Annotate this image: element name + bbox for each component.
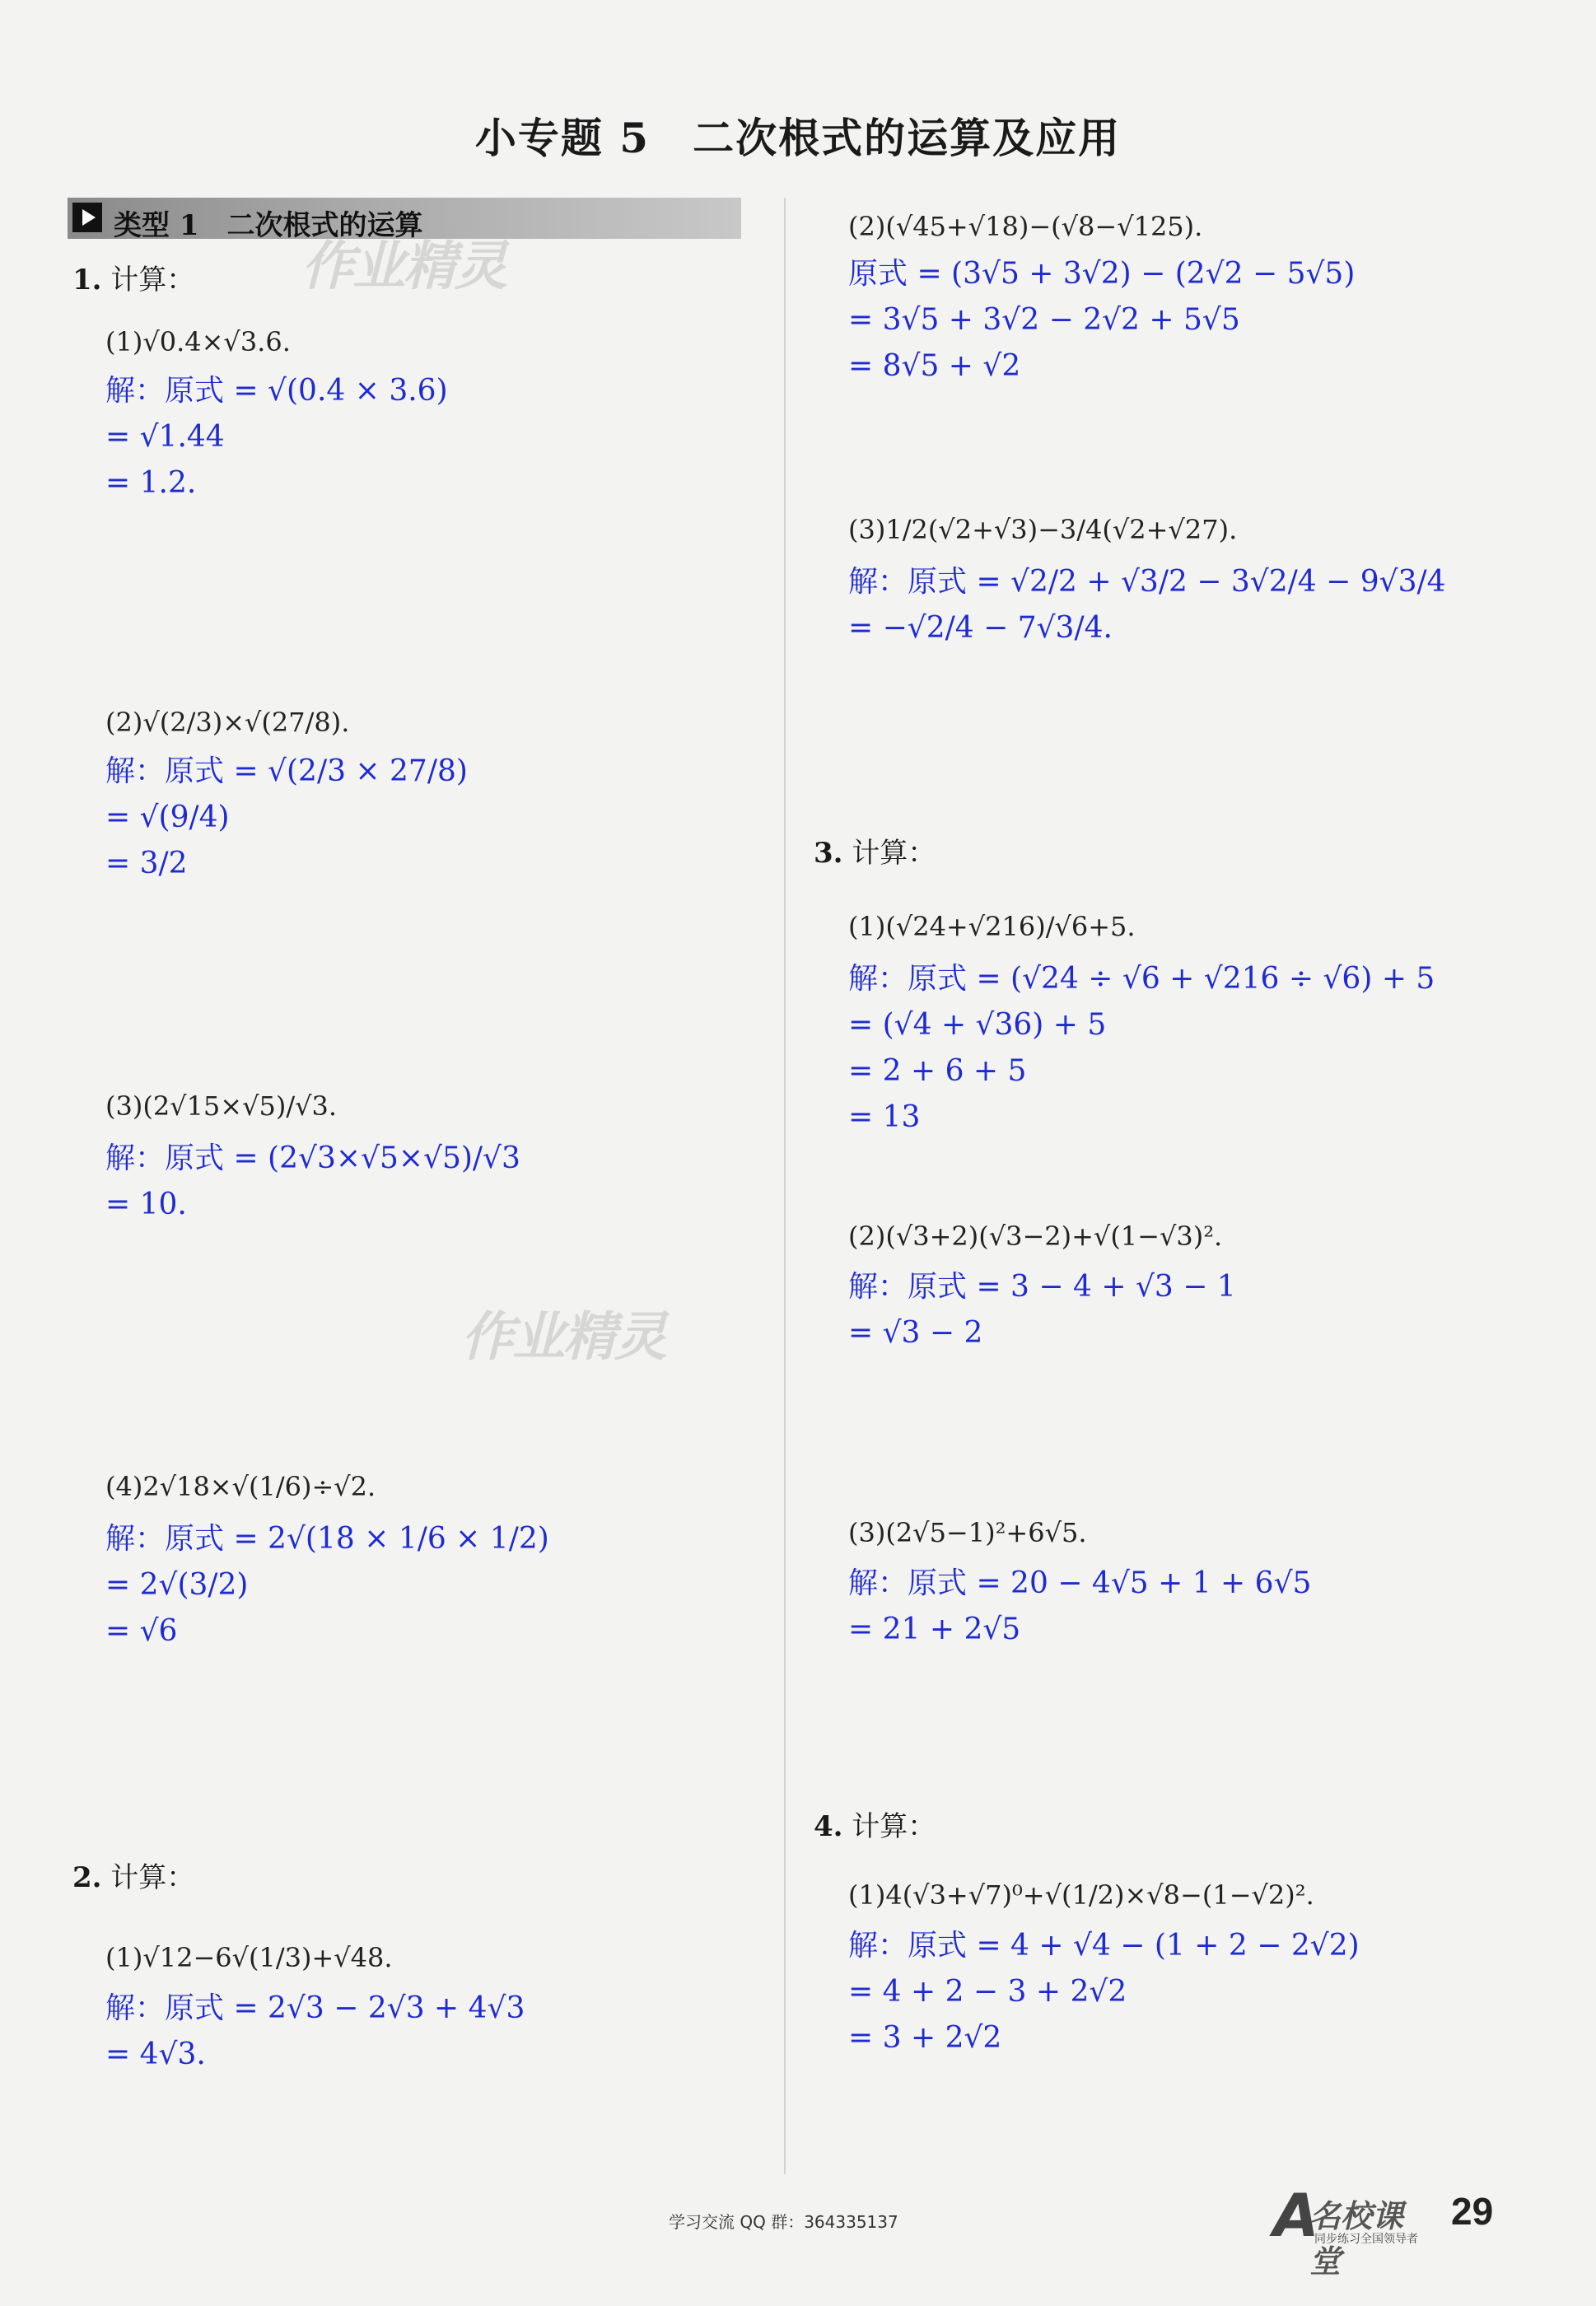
play-arrow-icon [72,203,102,232]
logo-subtitle: 同步练习全国领导者 [1314,2233,1418,2246]
logo-name: 名校课堂 [1309,2198,1404,2280]
solution: 解：原式 = √(2/3 × 27/8) = √(9/4) = 3/2 [105,754,468,880]
footer-qq-text: 学习交流 QQ 群：364335137 [669,2212,898,2232]
solution: 解：原式 = √(0.4 × 3.6) = √1.44 = 1.2. [105,374,448,500]
publisher-logo [1273,2181,1421,2280]
column-divider [784,198,786,2174]
q3-part3 [848,1512,1311,1653]
q1-part4 [105,1466,549,1655]
watermark: 作业精灵 [461,1306,665,1368]
solution: 解：原式 = (2√3×√5×√5)/√3 = 10. [105,1141,520,1221]
problem-text: (1)√12−6√(1/3)+√48. [105,1942,393,1973]
watermark: 作业精灵 [301,236,506,297]
q1-part3 [105,1085,520,1228]
q2-part3 [848,509,1446,651]
problem-text: (3)(2√15×√5)/√3. [105,1090,338,1122]
problem-text: (1)(√24+√216)/√6+5. [848,911,1136,942]
question-4-head: 4. 计算： [814,1810,936,1843]
problem-text: (3)(2√5−1)²+6√5. [848,1517,1087,1548]
problem-text: (4)2√18×√(1/6)÷√2. [105,1471,376,1502]
page-title: 小专题 5 二次根式的运算及应用 [474,114,1122,162]
problem-text: (1)4(√3+√7)⁰+√(1/2)×√8−(1−√2)². [848,1879,1314,1911]
solution: 解：原式 = 3 − 4 + √3 − 1 = √3 − 2 [848,1270,1236,1350]
solution: 解：原式 = 20 − 4√5 + 1 + 6√5 = 21 + 2√5 [848,1566,1312,1646]
solution: 解：原式 = 2√3 − 2√3 + 4√3 = 4√3. [105,1991,525,2071]
solution: 解：原式 = 2√(18 × 1/6 × 1/2) = 2√(3/2) = √6 [105,1522,549,1648]
question-3-head: 3. 计算： [814,837,936,870]
problem-text: (2)(√3+2)(√3−2)+√(1−√3)². [848,1221,1223,1252]
solution: 解：原式 = √2/2 + √3/2 − 3√2/4 − 9√3/4 = −√2/4 − 7√3/4. [848,565,1446,645]
section-type-label: 类型 1 二次根式的运算 [114,209,423,242]
question-1-head: 1. 计算： [72,264,195,296]
q4-part1 [848,1874,1360,2061]
logo-letter: A [1273,2181,1319,2250]
solution: 解：原式 = 4 + √4 − (1 + 2 − 2√2) = 4 + 2 − 3 + 2√2 = 3 + 2√2 [848,1929,1360,2055]
q2-part1 [105,1937,525,2078]
page-number: 29 [1451,2190,1494,2233]
problem-text: (1)√0.4×√3.6. [105,326,291,357]
q1-part1 [105,321,448,506]
q3-part1 [848,906,1435,1140]
problem-text: (2)√(2/3)×√(27/8). [105,707,350,738]
problem-text: (2)(√45+√18)−(√8−√125). [848,211,1203,242]
q3-part2 [848,1216,1236,1356]
question-2-head: 2. 计算： [72,1861,195,1894]
solution: 原式 = (3√5 + 3√2) − (2√2 − 5√5) = 3√5 + 3√2 − 2√2 + 5√5 = 8√5 + √2 [848,257,1356,383]
q2-part2 [848,206,1355,390]
solution: 解：原式 = (√24 ÷ √6 + √216 ÷ √6) + 5 = (√4 + √36) + 5 = 2 + 6 + 5 = 13 [848,962,1435,1134]
problem-text: (3)1/2(√2+√3)−3/4(√2+√27). [848,514,1238,545]
q1-part2 [105,702,468,887]
